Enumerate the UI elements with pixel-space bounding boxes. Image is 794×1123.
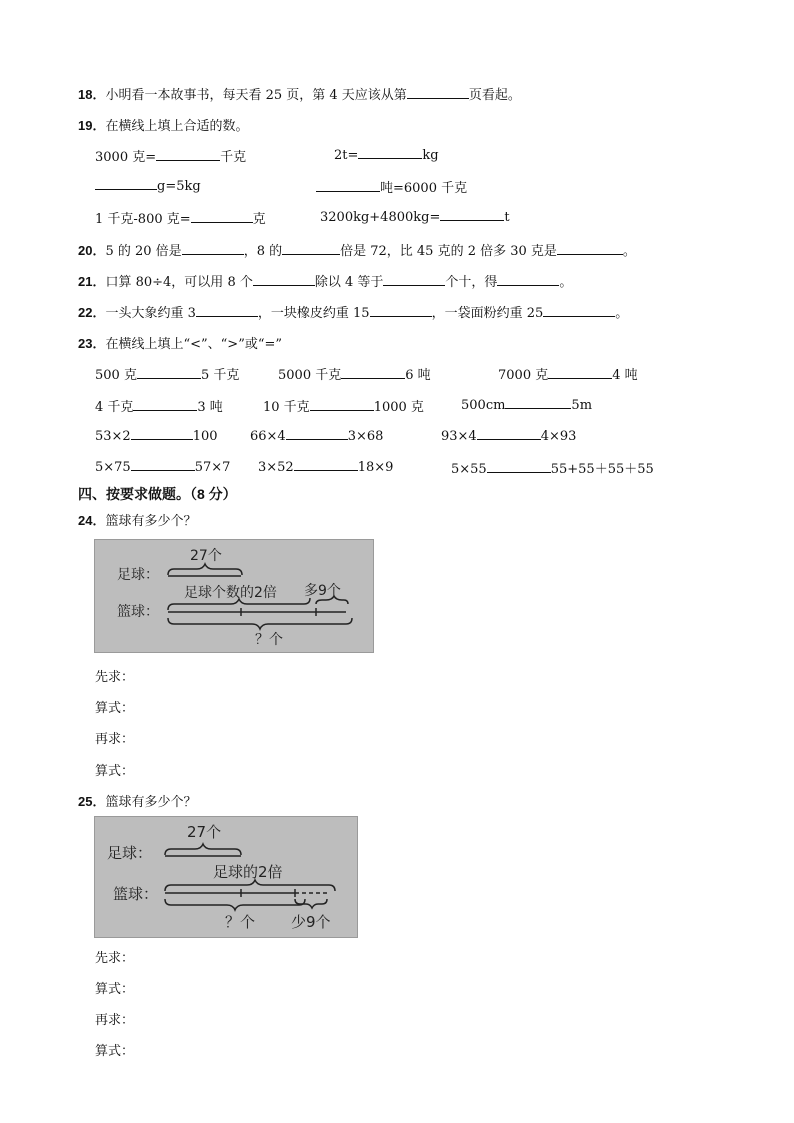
answer-blank[interactable] <box>191 210 253 223</box>
question-18 <box>78 84 521 103</box>
item-text: 3200kg+4800kg= <box>320 210 441 225</box>
answer-blank[interactable] <box>557 242 623 255</box>
question-text: 小明看一本故事书，每天看 25 页，第 4 天应该从第 <box>105 88 407 103</box>
item-text: kg <box>422 148 439 163</box>
answer-line: 算式： <box>95 701 135 716</box>
double-brace <box>165 880 335 891</box>
bottom-brace <box>168 618 352 629</box>
compare-item <box>95 364 239 383</box>
football-label: 足球： <box>107 844 153 862</box>
fill-item <box>334 146 439 163</box>
answer-blank[interactable] <box>196 304 258 317</box>
compare-item <box>95 427 218 444</box>
football-label: 足球： <box>117 567 159 583</box>
question-number: 24． <box>78 513 106 528</box>
question-number: 23． <box>78 336 106 351</box>
top-brace <box>165 844 241 855</box>
compare-left: 5×55 <box>451 462 487 477</box>
compare-item <box>95 458 230 475</box>
answer-blank[interactable] <box>358 146 422 159</box>
compare-left: 4 千克 <box>95 400 134 415</box>
question-text: ，一块橡皮约重 15 <box>257 306 370 321</box>
compare-right: 55+55＋55＋55 <box>550 462 654 477</box>
question-text: 5 的 20 倍是 <box>105 244 182 259</box>
answer-blank[interactable] <box>282 242 340 255</box>
question-number: 19． <box>78 118 106 133</box>
answer-blank[interactable] <box>383 273 445 286</box>
question-text: 篮球有多少个？ <box>105 514 197 529</box>
question-text: ，8 的 <box>243 244 283 259</box>
compare-right: 57×7 <box>194 460 231 475</box>
compare-right: 5 千克 <box>200 368 240 383</box>
compare-item <box>451 458 654 477</box>
question-text: 篮球有多少个？ <box>105 795 197 810</box>
compare-left: 5×75 <box>95 460 131 475</box>
fill-item <box>95 146 246 165</box>
answer-blank[interactable] <box>497 273 559 286</box>
answer-blank[interactable] <box>316 179 380 192</box>
less-label: 少9个 <box>291 913 331 931</box>
answer-blank[interactable] <box>440 208 504 221</box>
compare-right: 3×68 <box>347 429 384 444</box>
compare-blank[interactable] <box>131 427 193 440</box>
unknown-count-label: ？个 <box>255 632 283 648</box>
question-text: 个十，得 <box>445 275 498 290</box>
answer-line: 先求： <box>95 670 135 685</box>
fill-item <box>95 177 201 194</box>
question-25 <box>78 791 196 810</box>
more-label: 多9个 <box>304 583 341 599</box>
question-number: 22． <box>78 305 106 320</box>
question-21 <box>78 271 572 290</box>
item-text: g=5kg <box>157 179 201 194</box>
compare-left: 500cm <box>461 398 506 413</box>
answer-blank[interactable] <box>543 304 615 317</box>
item-text: 吨=6000 千克 <box>380 181 468 196</box>
question-text: 。 <box>559 275 573 290</box>
segment-diagram <box>95 817 357 937</box>
bottom-brace <box>165 899 305 910</box>
item-text: 2t= <box>334 148 359 163</box>
answer-blank[interactable] <box>253 273 315 286</box>
compare-blank[interactable] <box>286 427 348 440</box>
question-text: 。 <box>622 244 636 259</box>
compare-right: 1000 克 <box>373 400 424 415</box>
segment-diagram <box>95 540 373 652</box>
top-count-label: 27个 <box>187 823 222 841</box>
answer-blank[interactable] <box>156 148 220 161</box>
compare-blank[interactable] <box>131 458 195 471</box>
compare-item <box>278 364 431 383</box>
answer-blank[interactable] <box>182 242 244 255</box>
compare-left: 53×2 <box>95 429 131 444</box>
compare-left: 7000 克 <box>498 368 549 383</box>
question-number: 18． <box>78 87 106 102</box>
fill-item <box>320 208 510 225</box>
compare-blank[interactable] <box>310 398 374 411</box>
compare-item <box>461 396 592 413</box>
compare-blank[interactable] <box>505 396 571 409</box>
line-diagram-image <box>94 539 374 653</box>
compare-left: 66×4 <box>250 429 286 444</box>
compare-blank[interactable] <box>341 366 405 379</box>
line-diagram-image <box>94 816 358 938</box>
compare-blank[interactable] <box>294 458 358 471</box>
question-23 <box>78 333 282 352</box>
compare-left: 10 千克 <box>263 400 310 415</box>
answer-blank[interactable] <box>370 304 432 317</box>
top-brace <box>168 564 242 575</box>
question-number: 21． <box>78 274 106 289</box>
compare-left: 5000 千克 <box>278 368 342 383</box>
question-20 <box>78 240 636 259</box>
compare-item <box>250 427 383 444</box>
item-text: 千克 <box>220 150 247 165</box>
compare-item <box>95 396 223 415</box>
item-text: 克 <box>252 212 266 227</box>
question-text: 页看起。 <box>468 88 521 103</box>
section-title: 四、按要求做题。（8 分） <box>78 486 237 502</box>
question-24 <box>78 510 196 529</box>
answer-line: 算式： <box>95 764 135 779</box>
compare-right: 5m <box>571 398 593 413</box>
item-text: t <box>504 210 510 225</box>
question-text: 除以 4 等于 <box>314 275 384 290</box>
compare-blank[interactable] <box>477 427 541 440</box>
answer-line: 再求： <box>95 1013 135 1028</box>
double-label: 足球的2倍 <box>213 863 283 881</box>
compare-right: 4 吨 <box>612 368 638 383</box>
compare-right: 4×93 <box>540 429 577 444</box>
question-text: 口算 80÷4，可以用 8 个 <box>105 275 253 290</box>
answer-line: 再求： <box>95 732 135 747</box>
basketball-label: 篮球： <box>117 604 159 620</box>
fill-item <box>95 208 266 227</box>
compare-item <box>441 427 576 444</box>
question-number: 25． <box>78 794 106 809</box>
question-text: ，一袋面粉约重 25 <box>431 306 544 321</box>
compare-item <box>498 364 638 383</box>
compare-item <box>258 458 393 475</box>
unknown-count-label: ？个 <box>225 913 256 931</box>
answer-line: 算式： <box>95 982 135 997</box>
question-prompt: 在横线上填上合适的数。 <box>105 119 249 134</box>
compare-blank[interactable] <box>137 366 201 379</box>
question-22 <box>78 302 628 321</box>
top-count-label: 27个 <box>190 548 222 564</box>
compare-right: 3 吨 <box>197 400 223 415</box>
compare-blank[interactable] <box>487 460 551 473</box>
fill-item <box>316 177 467 196</box>
compare-right: 100 <box>192 429 218 444</box>
item-text: 1 千克-800 克= <box>95 212 191 227</box>
compare-blank[interactable] <box>548 366 612 379</box>
answer-blank[interactable] <box>407 86 469 99</box>
answer-line: 先求： <box>95 951 135 966</box>
compare-right: 6 吨 <box>405 368 431 383</box>
question-19 <box>78 115 248 134</box>
compare-item <box>263 396 424 415</box>
item-text: 3000 克= <box>95 150 157 165</box>
answer-line: 算式： <box>95 1044 135 1059</box>
question-number: 20． <box>78 243 106 258</box>
compare-left: 93×4 <box>441 429 477 444</box>
compare-left: 500 克 <box>95 368 137 383</box>
less-brace <box>295 899 327 908</box>
compare-left: 3×52 <box>258 460 294 475</box>
answer-blank[interactable] <box>95 177 157 190</box>
basketball-label: 篮球： <box>113 885 159 903</box>
question-text: 一头大象约重 3 <box>105 306 196 321</box>
question-text: 。 <box>615 306 629 321</box>
compare-blank[interactable] <box>133 398 197 411</box>
question-prompt: 在横线上填上“<”、“>”或“=” <box>105 337 283 352</box>
compare-right: 18×9 <box>357 460 394 475</box>
double-label: 足球个数的2倍 <box>184 585 277 601</box>
question-text: 倍是 72，比 45 克的 2 倍多 30 克是 <box>340 244 557 259</box>
